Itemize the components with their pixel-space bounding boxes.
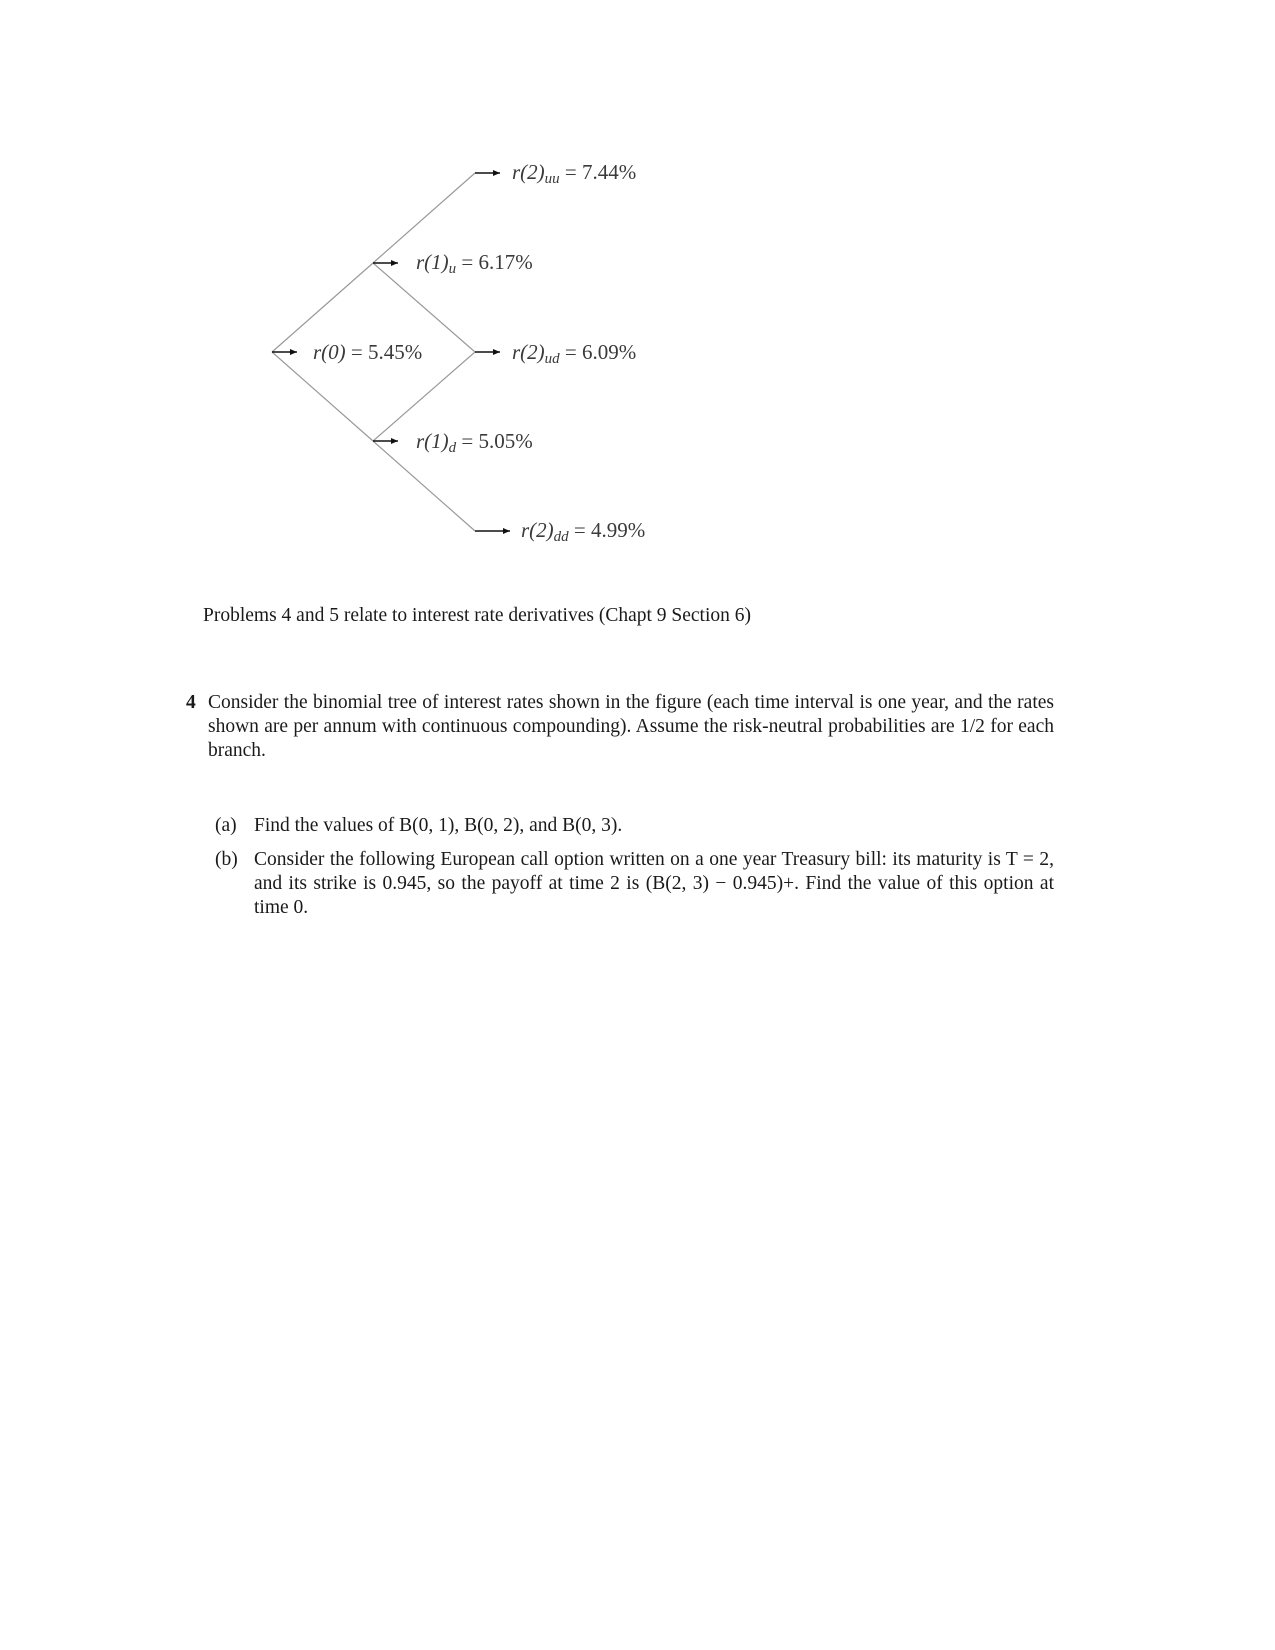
node-label-r2ud: $r(2)_{ud} = 6.09\%$ — [512, 340, 637, 367]
problem-number: 4 — [186, 692, 196, 713]
problem-4 — [186, 691, 1054, 763]
part-a-text: Find the values of B(0, 1), B(0, 2), and B(0, 3). — [254, 815, 623, 836]
intro-paragraph: Problems 4 and 5 relate to interest rate derivatives (Chapt 9 Section 6) — [203, 605, 752, 626]
branch-r0-down — [272, 352, 373, 441]
node-label-r1u: $r(1)_u = 6.17\%$ — [416, 250, 533, 277]
part-a-label: (a) — [215, 815, 237, 836]
branch-r1d-up — [373, 352, 475, 441]
part-b-label: (b) — [215, 849, 238, 870]
problem-part-b — [215, 848, 1054, 920]
part-b-text: Consider the following European call option written on a one year Treasury bill: its maturity is T = 2, and its strike is 0.945, so the payoff at time 2 is (B(2, 3) − 0.945)+. Find the value of this option at time 0. — [254, 849, 1054, 918]
node-label-r1d: $r(1)_d = 5.05\%$ — [416, 429, 533, 456]
node-label-r2uu: $r(2)_{uu} = 7.44\%$ — [512, 160, 637, 187]
branch-r0-up — [272, 263, 373, 352]
problem-part-a — [215, 814, 1054, 838]
node-label-r0: r(0) = 5.45% — [313, 340, 423, 364]
node-label-r2dd: $r(2)_{dd} = 4.99\%$ — [521, 518, 646, 545]
problem-statement: Consider the binomial tree of interest rates shown in the figure (each time interval is one year, and the rates shown are per annum with continuous compounding). Assume the risk-neutral probabilities are 1/2 for each branch. — [208, 692, 1054, 761]
